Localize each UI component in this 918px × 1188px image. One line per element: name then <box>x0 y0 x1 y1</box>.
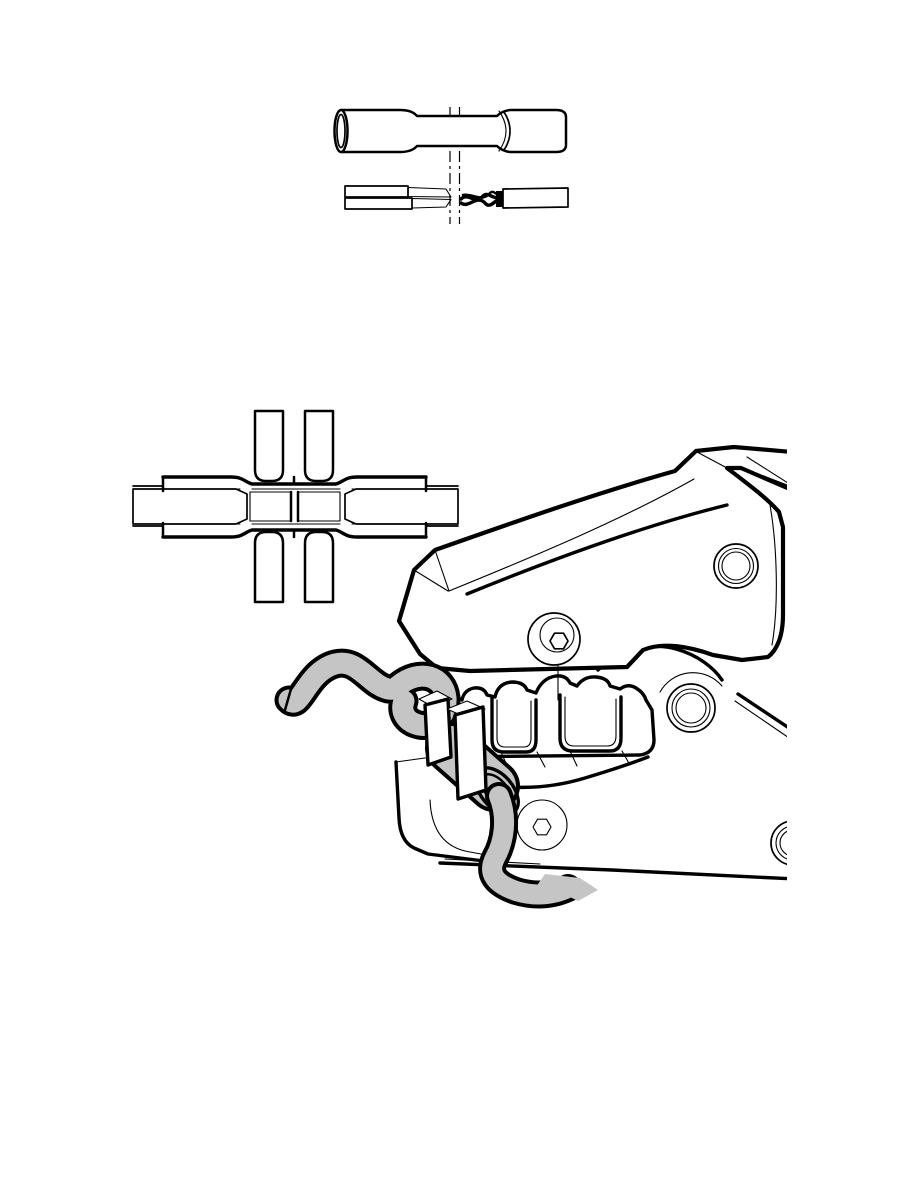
lower-socket-screw <box>517 800 567 850</box>
connector-body <box>341 110 566 152</box>
head-pivot-bolt <box>714 544 758 588</box>
right-wire-ferrule <box>496 191 503 207</box>
post2-front <box>455 707 486 799</box>
pivot-bolt <box>667 684 715 732</box>
head-socket-screw <box>528 613 580 665</box>
